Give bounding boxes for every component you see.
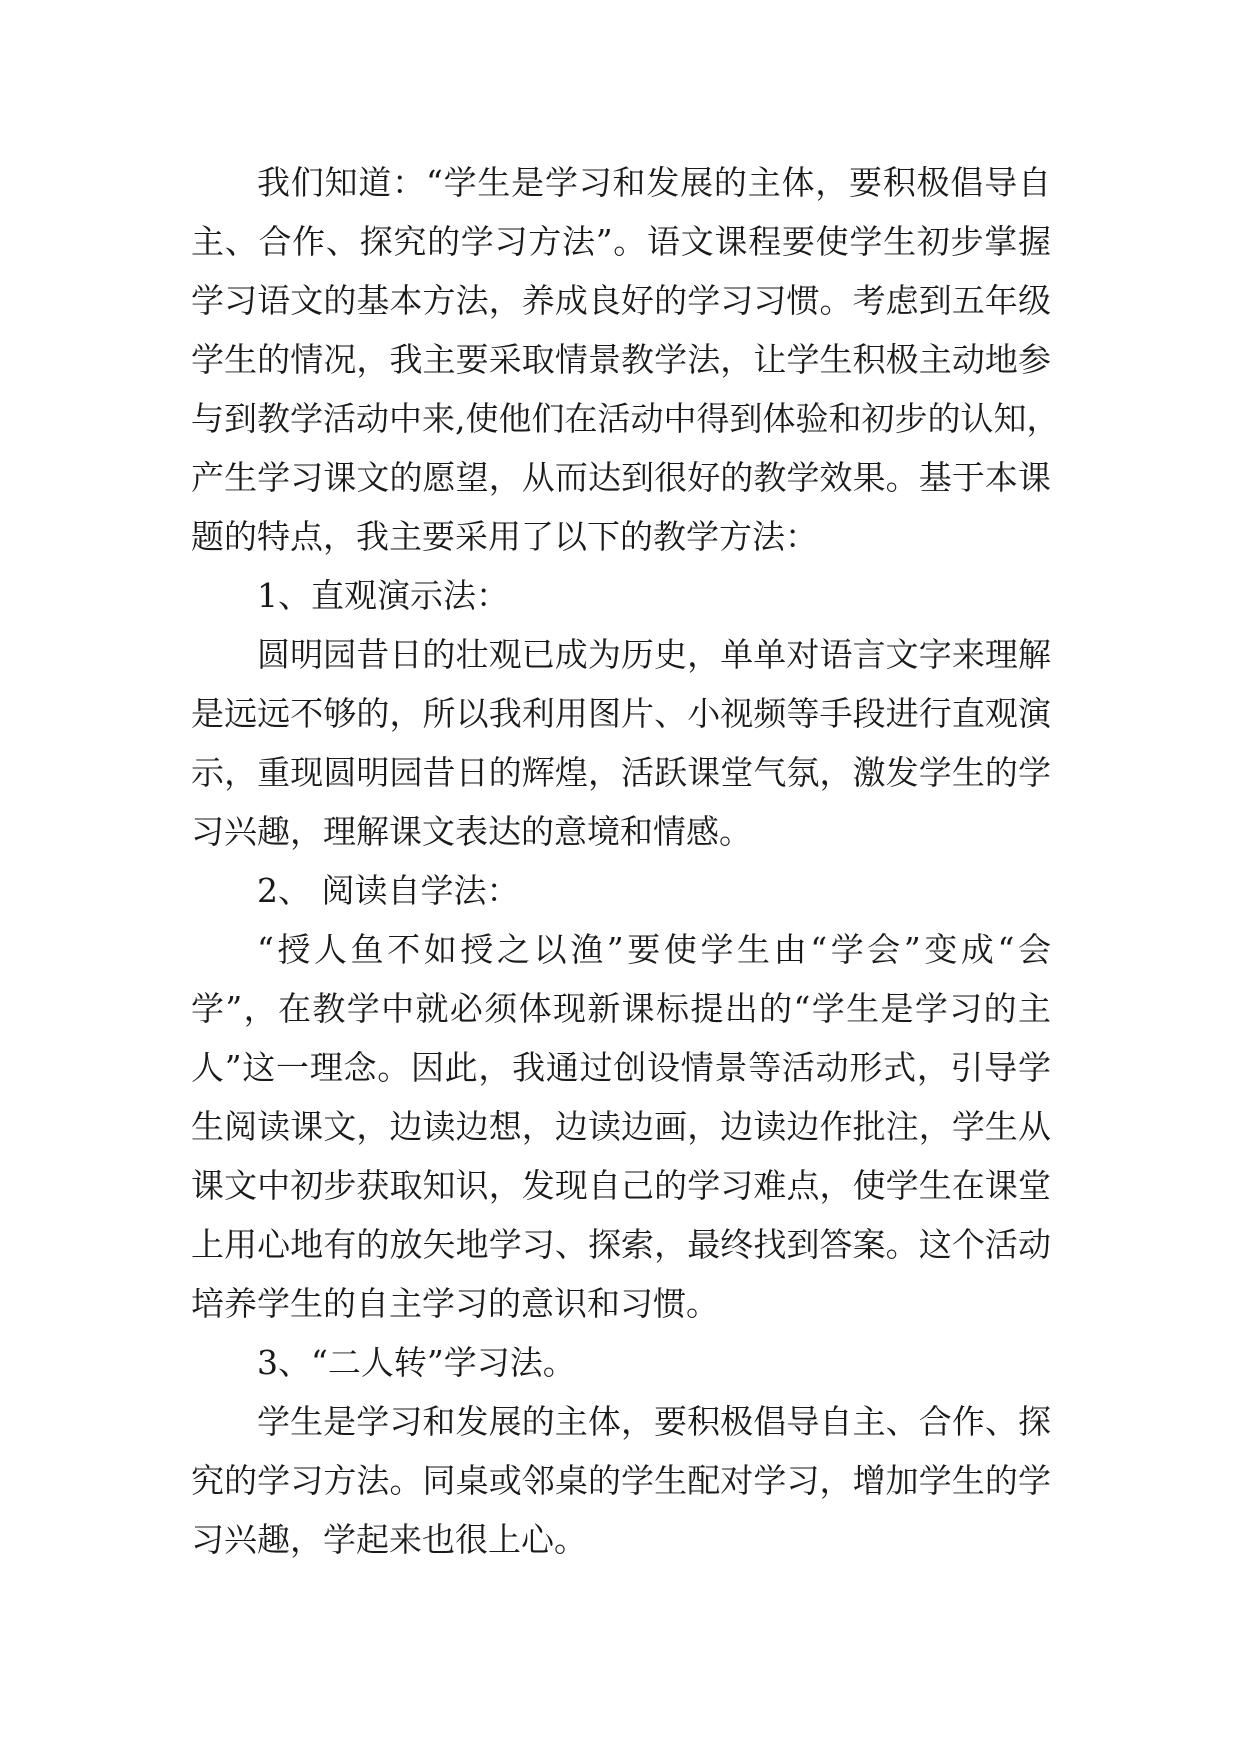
text-line: 与到教学活动中来,使他们在活动中得到体验和初步的认知， <box>191 399 1060 438</box>
text-line: 是远远不够的，所以我利用图片、小视频等手段进行直观演 <box>191 694 1051 733</box>
text-line: 上用心地有的放矢地学习、探索，最终找到答案。这个活动 <box>191 1225 1051 1264</box>
text-line: 学”，在教学中就必须体现新课标提出的“学生是学习的主 <box>191 989 1051 1028</box>
section-heading-method-2 <box>191 861 1051 920</box>
section-heading-method-1 <box>191 566 1051 625</box>
text-line: 习兴趣，理解课文表达的意境和情感。 <box>191 812 752 851</box>
text-line: 生阅读课文，边读边想，边读边画，边读边作批注，学生从 <box>191 1107 1051 1146</box>
text-line: 产生学习课文的愿望，从而达到很好的教学效果。基于本课 <box>191 458 1051 497</box>
text-line: 主、合作、探究的学习方法”。语文课程要使学生初步掌握 <box>191 222 1051 261</box>
text-line: 课文中初步获取知识，发现自己的学习难点，使学生在课堂 <box>191 1166 1051 1205</box>
text-line: 习兴趣，学起来也很上心。 <box>191 1520 587 1559</box>
text-line: 我们知道：“学生是学习和发展的主体，要积极倡导自 <box>257 163 1051 202</box>
text-line: 学习语文的基本方法，养成良好的学习习惯。考虑到五年级 <box>191 281 1051 320</box>
heading-line: 3、“二人转”学习法。 <box>257 1343 576 1382</box>
section-heading-method-3 <box>191 1333 1051 1392</box>
document-body <box>191 153 1060 1569</box>
paragraph-method-2 <box>191 920 1051 1333</box>
text-line: “授人鱼不如授之以渔”要使学生由“学会”变成“会 <box>257 930 1051 969</box>
text-line: 究的学习方法。同桌或邻桌的学生配对学习，增加学生的学 <box>191 1461 1051 1500</box>
text-line: 圆明园昔日的壮观已成为历史，单单对语言文字来理解 <box>257 635 1051 674</box>
heading-line: 2、 阅读自学法： <box>257 871 520 910</box>
paragraph-intro <box>191 153 1060 566</box>
text-line: 培养学生的自主学习的意识和习惯。 <box>191 1284 719 1323</box>
text-line: 学生是学习和发展的主体，要积极倡导自主、合作、探 <box>257 1402 1051 1441</box>
heading-line: 1、直观演示法： <box>257 576 509 615</box>
text-line: 示，重现圆明园昔日的辉煌，活跃课堂气氛，激发学生的学 <box>191 753 1051 792</box>
text-line: 学生的情况，我主要采取情景教学法，让学生积极主动地参 <box>191 340 1051 379</box>
text-line: 题的特点，我主要采用了以下的教学方法： <box>191 517 818 556</box>
paragraph-method-1 <box>191 625 1051 861</box>
paragraph-method-3 <box>191 1392 1051 1569</box>
text-line: 人”这一理念。因此，我通过创设情景等活动形式，引导学 <box>191 1048 1051 1087</box>
